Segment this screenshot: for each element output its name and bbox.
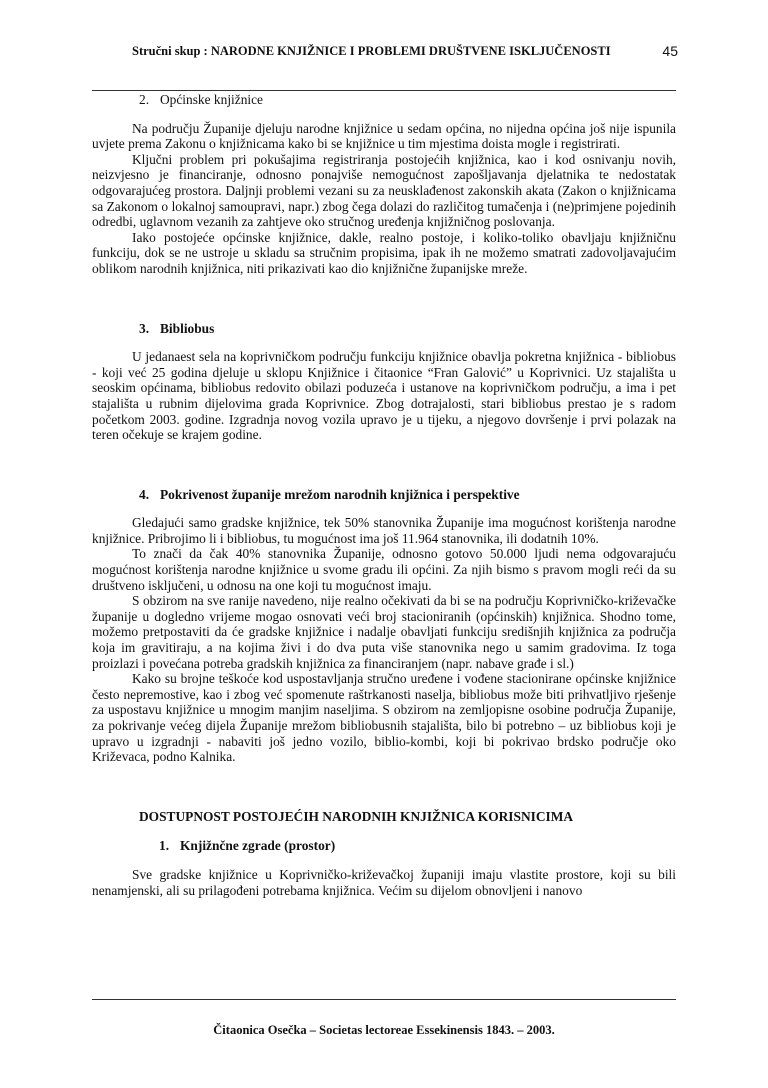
- page-number: 45: [662, 43, 678, 59]
- chapter-heading: DOSTUPNOST POSTOJEĆIH NARODNIH KNJIŽNICA KORISNICIMA: [139, 808, 574, 824]
- paragraph: To znači da čak 40% stanovnika Županije, odnosno gotovo 50.000 ljudi nema odgovarajuću mogućnost korištenja narodne knjižnice u svome gradu ili općini. Za njih bismo s pravom mogli reći da su društveno isključeni, u odnosu na one koji tu mogućnost imaju.: [92, 546, 676, 593]
- section-title: Pokrivenost županije mrežom narodnih knjižnica i perspektive: [160, 486, 520, 502]
- section-title: Općinske knjižnice: [160, 92, 263, 107]
- section-heading-pokrivenost: [92, 487, 676, 503]
- paragraph: S obzirom na sve ranije navedeno, nije realno očekivati da bi se na području Koprivničko-križevačke županije u dogledno vrijeme mogao osnovati veći broj stacioniranih (općinskih) knjižnica. Shodno tome, možemo pretpostaviti da će gradske knjižnice i nadalje obavljati funkciju središnjih knjižnica za područja koja im gravitiraju, a na kojima živi i do dva puta više stanovnika nego u samim gradovima. Iz toga proizlazi i povećana potreba gradskih knjižnica za financiranjem (napr. nabave građe i sl.): [92, 593, 676, 671]
- subsection-number: 1.: [159, 838, 170, 854]
- paragraph: Ključni problem pri pokušajima registriranja postojećih knjižnica, kao i kod osnivanju novih, neizvjesno je financiranje, odnosno ponajviše nemogućnost zapošljavanja djelatnika te nedostatak odgovarajućeg prostora. Daljnji problemi vezani su za neusklađenost zakonskih akata (Zakon o knjižnicama sa Zakonom o lokalnoj samoupravi, napr.) zbog čega dolazi do različitog tumačenja i (ne)primjene pojedinih odredbi, uglavnom vezanih za zahtjeve oko stručnog uređenja knjižničnog poslovanja.: [92, 151, 676, 230]
- section-number: 4.: [139, 486, 150, 502]
- paragraph: U jedanaest sela na koprivničkom području funkciju knjižnice obavlja pokretna knjižnica - bibliobus - koji već 25 godina djeluje u sklopu Knjižnice i čitaonice “Fran Galović” u Koprivnici. Uz stajališta u seoskim općinama, bibliobus redovito obilazi poduzeća i ustanove na koprivničkom području, a ima i pet stajališta u rubnim dijelovima grada Koprivnice. Zbog dotrajalosti, stari bibliobus prestao je s radom početkom 2003. godine. Izgradnja novog vozila upravo je u tijeku, a njegovo dovršenje i prvi polazak na teren očekuje se krajem godine.: [92, 349, 676, 443]
- paragraph: Sve gradske knjižnice u Koprivničko-križevačkoj županiji imaju vlastite prostore, koji su bili nenamjenski, ali su prilagođeni potrebama knjižnica. Većim su dijelom obnovljeni i nanovo: [92, 866, 676, 898]
- header-rule: [92, 90, 676, 91]
- section-number: 2.: [139, 92, 150, 107]
- footer-rule: [92, 999, 676, 1000]
- running-header: [92, 44, 676, 64]
- paragraph: Gledajući samo gradske knjižnice, tek 50% stanovnika Županije ima mogućnost korištenja narodne knjižnice. Pribrojimo li i bibliobus, tu mogućnost ima još 11.964 stanovnika, ili dodatnih 10%.: [92, 515, 676, 546]
- section-title: Bibliobus: [160, 320, 215, 336]
- subsection-heading-zgrade: [92, 838, 676, 854]
- paragraph: Iako postojeće općinske knjižnice, dakle, realno postoje, i koliko-toliko obavljaju knjižničnu funkciju, dok se ne ustroje u skladu sa stručnim propisima, ipak ih ne možemo smatrati zadovoljavajućim oblikom narodnih knjižnica, niti prikazivati kao dio knjižnične županijske mreže.: [92, 229, 676, 276]
- section-heading-bibliobus: [92, 321, 676, 337]
- paragraph: Na području Županije djeluju narodne knjižnice u sedam općina, no nijedna općina još nije ispunila uvjete prema Zakonu o knjižnicama kako bi se knjižnice u tim mjestima doista mogle i registrirati.: [92, 120, 676, 152]
- page-body: [92, 92, 676, 898]
- paragraph: Kako su brojne teškoće kod uspostavljanja stručno uređene i vođene stacionirane općinske knjižnice često nepremostive, kao i zbog već spomenute raštrkanosti naselja, bibliobus može biti prihvatljivo rješenje za uspostavu knjižnice u mnogim manjim naseljima. S obzirom na zemljopisne osobine područja Županije, za pokrivanje većeg dijela Županije mrežom bibliobusnih stajališta, bilo bi potrebno – uz bibliobus koji je upravo u izgradnji - nabaviti još jedno vozilo, biblio-kombi, koji bi pokrivao brdsko područje oko Križevaca, podno Kalnika.: [92, 671, 676, 765]
- section-number: 3.: [139, 320, 150, 336]
- subsection-title: Knjižnčne zgrade (prostor): [180, 838, 336, 854]
- running-footer: Čitaonica Osečka – Societas lectoreae Essekinensis 1843. – 2003.: [213, 1023, 555, 1037]
- section-heading-opcinske: [92, 92, 676, 108]
- header-title: Stručni skup : NARODNE KNJIŽNICE I PROBLEMI DRUŠTVENE ISKLJUČENOSTI: [132, 44, 611, 58]
